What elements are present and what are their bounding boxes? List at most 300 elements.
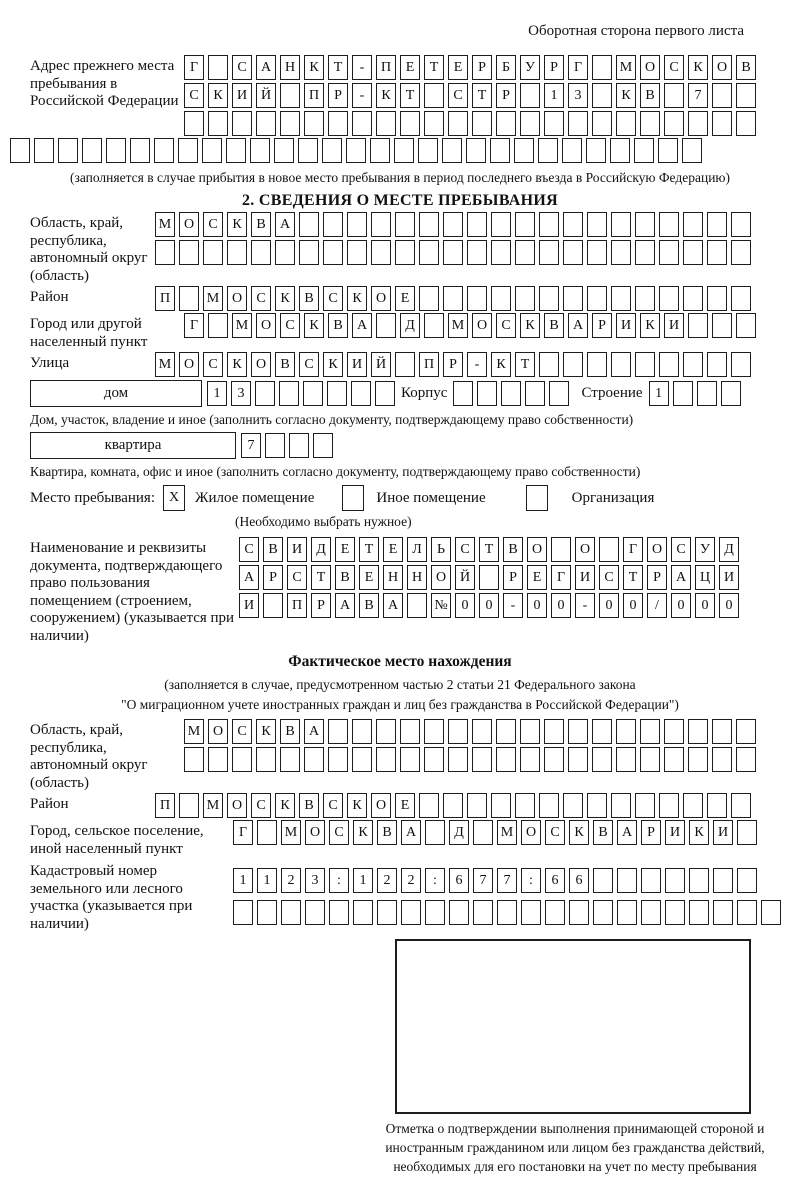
char-box[interactable] (347, 212, 367, 237)
char-box[interactable] (707, 352, 727, 377)
char-box[interactable]: Ь (431, 537, 451, 562)
char-box[interactable] (305, 900, 325, 925)
char-box[interactable]: Е (395, 793, 415, 818)
char-box[interactable] (443, 286, 463, 311)
char-box[interactable] (425, 900, 445, 925)
char-box[interactable]: И (719, 565, 739, 590)
char-box[interactable]: Е (383, 537, 403, 562)
char-box[interactable]: О (305, 820, 325, 845)
char-box[interactable]: О (431, 565, 451, 590)
char-box[interactable] (184, 111, 204, 136)
char-box[interactable]: В (335, 565, 355, 590)
char-box[interactable]: 0 (695, 593, 715, 618)
char-box[interactable] (257, 900, 277, 925)
char-box[interactable] (539, 212, 559, 237)
char-box[interactable]: Т (328, 55, 348, 80)
char-box[interactable]: О (527, 537, 547, 562)
char-box[interactable]: К (689, 820, 709, 845)
char-box[interactable]: С (664, 55, 684, 80)
char-box[interactable]: В (377, 820, 397, 845)
char-box[interactable]: Т (515, 352, 535, 377)
char-box[interactable]: М (497, 820, 517, 845)
char-box[interactable]: К (256, 719, 276, 744)
char-box[interactable] (401, 900, 421, 925)
char-box[interactable] (539, 286, 559, 311)
char-box[interactable] (673, 381, 693, 406)
char-box[interactable] (515, 212, 535, 237)
char-box[interactable]: И (664, 313, 684, 338)
char-box[interactable] (328, 111, 348, 136)
char-box[interactable]: М (281, 820, 301, 845)
char-box[interactable] (563, 793, 583, 818)
char-box[interactable]: Г (184, 55, 204, 80)
char-box[interactable] (473, 820, 493, 845)
char-box[interactable] (477, 381, 497, 406)
char-box[interactable] (592, 111, 612, 136)
char-box[interactable]: : (329, 868, 349, 893)
char-box[interactable]: 7 (688, 83, 708, 108)
char-box[interactable]: У (520, 55, 540, 80)
char-box[interactable] (664, 111, 684, 136)
char-box[interactable] (208, 111, 228, 136)
char-box[interactable]: К (275, 286, 295, 311)
char-box[interactable]: А (239, 565, 259, 590)
char-box[interactable]: 1 (257, 868, 277, 893)
char-box[interactable] (208, 747, 228, 772)
char-box[interactable]: В (280, 719, 300, 744)
char-box[interactable]: Е (395, 286, 415, 311)
char-box[interactable] (347, 240, 367, 265)
char-box[interactable]: 0 (671, 593, 691, 618)
char-box[interactable] (298, 138, 318, 163)
char-box[interactable]: С (448, 83, 468, 108)
char-box[interactable]: В (275, 352, 295, 377)
char-box[interactable] (616, 111, 636, 136)
char-box[interactable] (599, 537, 619, 562)
char-box[interactable] (611, 793, 631, 818)
char-box[interactable]: С (280, 313, 300, 338)
char-box[interactable] (515, 286, 535, 311)
char-box[interactable]: Р (311, 593, 331, 618)
char-box[interactable]: Д (311, 537, 331, 562)
char-box[interactable] (467, 793, 487, 818)
char-box[interactable] (736, 83, 756, 108)
char-box[interactable] (424, 83, 444, 108)
char-box[interactable]: С (323, 286, 343, 311)
char-box[interactable] (610, 138, 630, 163)
char-box[interactable]: С (251, 286, 271, 311)
char-box[interactable]: К (520, 313, 540, 338)
char-box[interactable]: 1 (544, 83, 564, 108)
char-box[interactable] (712, 83, 732, 108)
char-box[interactable] (473, 900, 493, 925)
char-box[interactable]: К (616, 83, 636, 108)
char-box[interactable] (443, 793, 463, 818)
char-box[interactable]: Е (359, 565, 379, 590)
char-box[interactable]: Н (280, 55, 300, 80)
char-box[interactable] (587, 212, 607, 237)
char-box[interactable] (275, 240, 295, 265)
char-box[interactable] (466, 138, 486, 163)
char-box[interactable]: И (616, 313, 636, 338)
char-box[interactable]: 2 (401, 868, 421, 893)
char-box[interactable] (179, 793, 199, 818)
char-box[interactable] (736, 111, 756, 136)
char-box[interactable] (683, 212, 703, 237)
char-box[interactable] (544, 111, 564, 136)
char-box[interactable]: Р (641, 820, 661, 845)
char-box[interactable]: К (347, 286, 367, 311)
char-box[interactable]: 3 (231, 381, 251, 406)
char-box[interactable] (731, 240, 751, 265)
char-box[interactable]: Т (479, 537, 499, 562)
char-box[interactable]: А (304, 719, 324, 744)
char-box[interactable]: Т (623, 565, 643, 590)
char-box[interactable] (329, 900, 349, 925)
char-box[interactable] (683, 793, 703, 818)
char-box[interactable] (10, 138, 30, 163)
char-box[interactable] (280, 111, 300, 136)
char-box[interactable]: Г (184, 313, 204, 338)
char-box[interactable] (419, 240, 439, 265)
char-box[interactable] (713, 868, 733, 893)
char-box[interactable]: С (455, 537, 475, 562)
char-box[interactable]: Т (359, 537, 379, 562)
char-box[interactable]: О (256, 313, 276, 338)
char-box[interactable] (400, 747, 420, 772)
char-box[interactable] (453, 381, 473, 406)
char-box[interactable]: 0 (719, 593, 739, 618)
char-box[interactable]: М (616, 55, 636, 80)
char-box[interactable] (592, 747, 612, 772)
char-box[interactable] (352, 747, 372, 772)
checkbox-residential[interactable]: X (163, 485, 185, 511)
char-box[interactable] (731, 352, 751, 377)
char-box[interactable] (395, 240, 415, 265)
char-box[interactable] (424, 747, 444, 772)
char-box[interactable] (737, 820, 757, 845)
char-box[interactable] (731, 793, 751, 818)
char-box[interactable] (323, 240, 343, 265)
char-box[interactable]: № (431, 593, 451, 618)
char-box[interactable] (562, 138, 582, 163)
char-box[interactable]: И (665, 820, 685, 845)
char-box[interactable]: М (232, 313, 252, 338)
char-box[interactable]: Р (592, 313, 612, 338)
char-box[interactable]: С (251, 793, 271, 818)
char-box[interactable] (34, 138, 54, 163)
char-box[interactable] (279, 381, 299, 406)
char-box[interactable] (521, 900, 541, 925)
char-box[interactable] (568, 719, 588, 744)
char-box[interactable] (659, 793, 679, 818)
char-box[interactable]: А (568, 313, 588, 338)
char-box[interactable]: Т (472, 83, 492, 108)
char-box[interactable] (641, 868, 661, 893)
char-box[interactable] (303, 381, 323, 406)
char-box[interactable]: П (287, 593, 307, 618)
char-box[interactable] (635, 793, 655, 818)
char-box[interactable] (551, 537, 571, 562)
char-box[interactable]: К (227, 352, 247, 377)
char-box[interactable] (641, 900, 661, 925)
char-box[interactable] (130, 138, 150, 163)
char-box[interactable] (497, 900, 517, 925)
char-box[interactable] (448, 747, 468, 772)
char-box[interactable]: Д (400, 313, 420, 338)
char-box[interactable] (328, 719, 348, 744)
char-box[interactable] (659, 286, 679, 311)
char-box[interactable] (304, 111, 324, 136)
char-box[interactable]: К (353, 820, 373, 845)
char-box[interactable]: 3 (305, 868, 325, 893)
char-box[interactable] (520, 747, 540, 772)
char-box[interactable] (233, 900, 253, 925)
char-box[interactable] (664, 83, 684, 108)
char-box[interactable] (697, 381, 717, 406)
char-box[interactable]: К (275, 793, 295, 818)
char-box[interactable]: Е (335, 537, 355, 562)
char-box[interactable] (683, 352, 703, 377)
char-box[interactable] (496, 111, 516, 136)
char-box[interactable]: Т (311, 565, 331, 590)
char-box[interactable] (514, 138, 534, 163)
char-box[interactable] (395, 212, 415, 237)
char-box[interactable]: Н (383, 565, 403, 590)
char-box[interactable] (322, 138, 342, 163)
char-box[interactable]: С (232, 719, 252, 744)
char-box[interactable] (688, 313, 708, 338)
char-box[interactable] (82, 138, 102, 163)
char-box[interactable] (352, 719, 372, 744)
char-box[interactable] (689, 900, 709, 925)
char-box[interactable]: Р (328, 83, 348, 108)
char-box[interactable] (313, 433, 333, 458)
char-box[interactable] (255, 381, 275, 406)
char-box[interactable]: 3 (568, 83, 588, 108)
char-box[interactable]: М (203, 286, 223, 311)
char-box[interactable]: П (419, 352, 439, 377)
char-box[interactable] (659, 212, 679, 237)
char-box[interactable]: 0 (455, 593, 475, 618)
char-box[interactable]: 0 (527, 593, 547, 618)
char-box[interactable] (737, 900, 757, 925)
char-box[interactable]: Г (551, 565, 571, 590)
char-box[interactable]: О (371, 793, 391, 818)
char-box[interactable] (736, 313, 756, 338)
char-box[interactable]: 7 (497, 868, 517, 893)
char-box[interactable] (400, 111, 420, 136)
char-box[interactable] (257, 820, 277, 845)
char-box[interactable]: М (184, 719, 204, 744)
char-box[interactable]: Д (449, 820, 469, 845)
char-box[interactable]: С (323, 793, 343, 818)
char-box[interactable] (179, 240, 199, 265)
char-box[interactable] (376, 313, 396, 338)
char-box[interactable] (376, 747, 396, 772)
char-box[interactable] (659, 352, 679, 377)
char-box[interactable] (587, 240, 607, 265)
char-box[interactable] (467, 212, 487, 237)
char-box[interactable] (539, 352, 559, 377)
char-box[interactable] (712, 719, 732, 744)
char-box[interactable]: - (467, 352, 487, 377)
char-box[interactable]: К (304, 55, 324, 80)
char-box[interactable] (490, 138, 510, 163)
char-box[interactable]: И (232, 83, 252, 108)
char-box[interactable]: С (287, 565, 307, 590)
char-box[interactable]: Р (647, 565, 667, 590)
char-box[interactable]: О (179, 352, 199, 377)
char-box[interactable] (419, 286, 439, 311)
char-box[interactable] (592, 83, 612, 108)
char-box[interactable] (400, 719, 420, 744)
char-box[interactable]: Е (448, 55, 468, 80)
char-box[interactable] (520, 111, 540, 136)
char-box[interactable]: Г (233, 820, 253, 845)
char-box[interactable] (424, 313, 444, 338)
char-box[interactable] (617, 868, 637, 893)
char-box[interactable]: И (575, 565, 595, 590)
char-box[interactable]: И (239, 593, 259, 618)
char-box[interactable] (713, 900, 733, 925)
char-box[interactable] (265, 433, 285, 458)
char-box[interactable] (761, 900, 781, 925)
char-box[interactable] (377, 900, 397, 925)
char-box[interactable] (443, 240, 463, 265)
char-box[interactable] (568, 747, 588, 772)
char-box[interactable]: П (304, 83, 324, 108)
char-box[interactable]: В (593, 820, 613, 845)
char-box[interactable] (659, 240, 679, 265)
char-box[interactable]: С (299, 352, 319, 377)
char-box[interactable]: О (575, 537, 595, 562)
char-box[interactable] (472, 719, 492, 744)
char-box[interactable]: С (545, 820, 565, 845)
char-box[interactable]: В (736, 55, 756, 80)
char-box[interactable]: В (328, 313, 348, 338)
char-box[interactable] (520, 719, 540, 744)
char-box[interactable] (721, 381, 741, 406)
char-box[interactable]: П (155, 793, 175, 818)
char-box[interactable] (634, 138, 654, 163)
char-box[interactable]: - (352, 55, 372, 80)
char-box[interactable] (323, 212, 343, 237)
char-box[interactable]: М (155, 352, 175, 377)
char-box[interactable] (611, 240, 631, 265)
char-box[interactable]: И (713, 820, 733, 845)
char-box[interactable] (407, 593, 427, 618)
char-box[interactable] (563, 212, 583, 237)
char-box[interactable] (395, 352, 415, 377)
char-box[interactable] (203, 240, 223, 265)
char-box[interactable] (736, 719, 756, 744)
char-box[interactable] (352, 111, 372, 136)
char-box[interactable]: О (647, 537, 667, 562)
char-box[interactable] (539, 240, 559, 265)
char-box[interactable] (496, 747, 516, 772)
char-box[interactable] (425, 820, 445, 845)
char-box[interactable]: А (383, 593, 403, 618)
char-box[interactable] (640, 747, 660, 772)
char-box[interactable]: К (227, 212, 247, 237)
char-box[interactable] (640, 719, 660, 744)
char-box[interactable]: О (227, 286, 247, 311)
char-box[interactable]: Т (424, 55, 444, 80)
char-box[interactable]: С (599, 565, 619, 590)
char-box[interactable] (617, 900, 637, 925)
char-box[interactable] (688, 111, 708, 136)
char-box[interactable]: Й (371, 352, 391, 377)
char-box[interactable] (640, 111, 660, 136)
char-box[interactable]: Н (407, 565, 427, 590)
char-box[interactable] (712, 111, 732, 136)
char-box[interactable] (208, 55, 228, 80)
char-box[interactable]: К (323, 352, 343, 377)
char-box[interactable] (376, 111, 396, 136)
char-box[interactable]: К (304, 313, 324, 338)
char-box[interactable]: О (179, 212, 199, 237)
char-box[interactable]: 1 (233, 868, 253, 893)
char-box[interactable]: В (251, 212, 271, 237)
char-box[interactable]: Г (623, 537, 643, 562)
char-box[interactable]: 1 (207, 381, 227, 406)
char-box[interactable]: Р (263, 565, 283, 590)
char-box[interactable] (635, 286, 655, 311)
char-box[interactable] (737, 868, 757, 893)
char-box[interactable] (232, 111, 252, 136)
char-box[interactable] (731, 286, 751, 311)
char-box[interactable] (635, 352, 655, 377)
char-box[interactable] (707, 793, 727, 818)
char-box[interactable] (635, 212, 655, 237)
char-box[interactable]: Й (455, 565, 475, 590)
char-box[interactable]: К (347, 793, 367, 818)
char-box[interactable] (593, 868, 613, 893)
char-box[interactable] (544, 719, 564, 744)
char-box[interactable] (328, 747, 348, 772)
char-box[interactable] (394, 138, 414, 163)
char-box[interactable]: / (647, 593, 667, 618)
char-box[interactable] (232, 747, 252, 772)
char-box[interactable] (226, 138, 246, 163)
char-box[interactable] (251, 240, 271, 265)
char-box[interactable] (544, 747, 564, 772)
char-box[interactable] (472, 747, 492, 772)
char-box[interactable] (472, 111, 492, 136)
char-box[interactable] (280, 747, 300, 772)
char-box[interactable]: С (329, 820, 349, 845)
char-box[interactable] (689, 868, 709, 893)
char-box[interactable] (586, 138, 606, 163)
char-box[interactable]: 7 (473, 868, 493, 893)
char-box[interactable]: В (359, 593, 379, 618)
char-box[interactable]: К (208, 83, 228, 108)
char-box[interactable] (664, 719, 684, 744)
char-box[interactable]: Е (400, 55, 420, 80)
char-box[interactable] (665, 900, 685, 925)
char-box[interactable]: А (671, 565, 691, 590)
char-box[interactable] (587, 352, 607, 377)
char-box[interactable] (353, 900, 373, 925)
char-box[interactable] (611, 212, 631, 237)
char-box[interactable]: С (671, 537, 691, 562)
char-box[interactable]: Е (527, 565, 547, 590)
char-box[interactable] (515, 793, 535, 818)
char-box[interactable] (635, 240, 655, 265)
char-box[interactable]: О (472, 313, 492, 338)
char-box[interactable]: Л (407, 537, 427, 562)
